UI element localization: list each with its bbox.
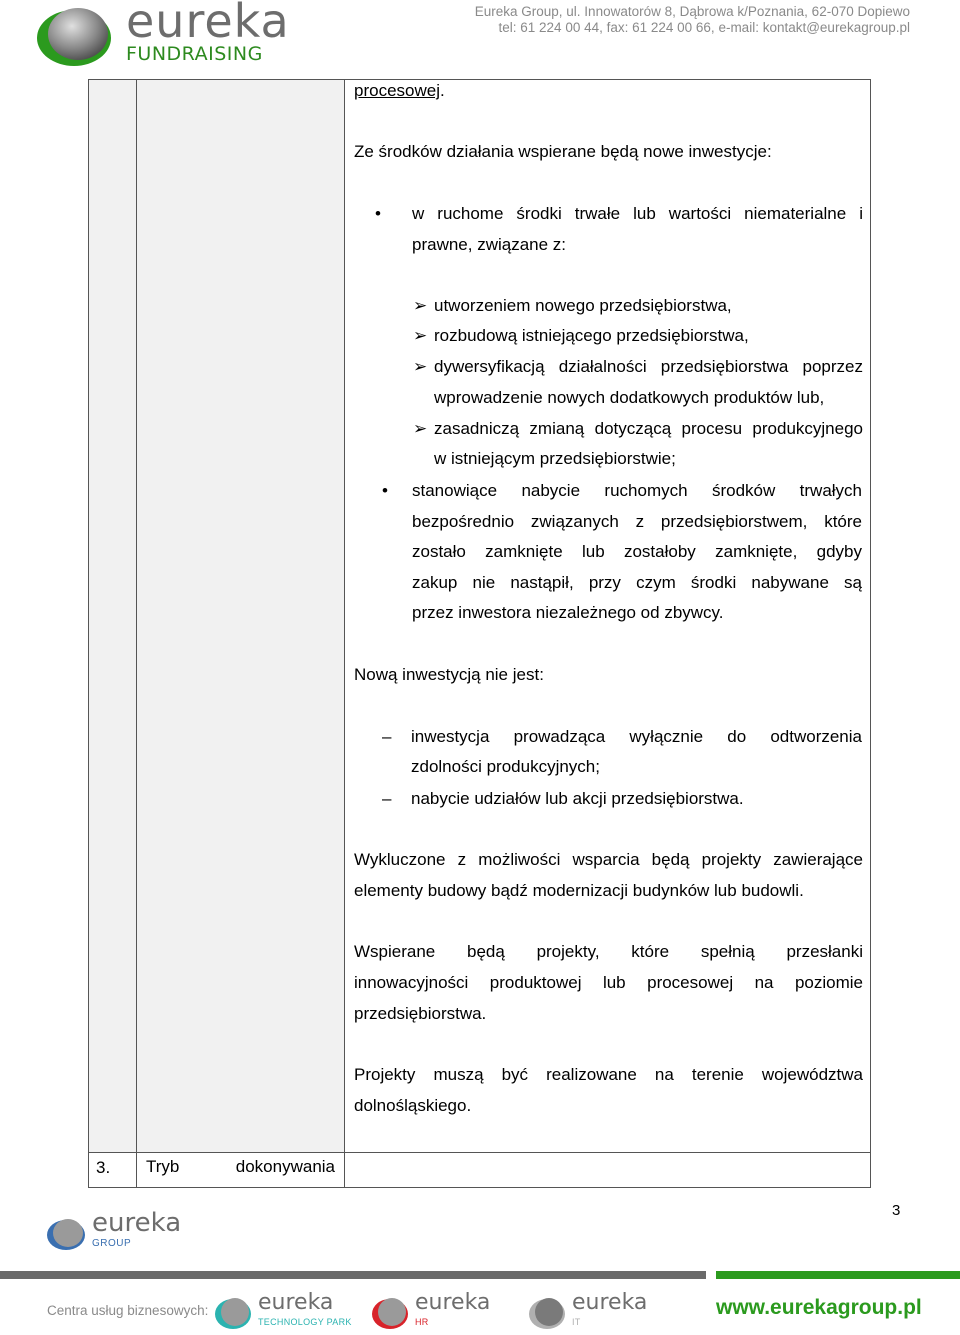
footer-bar-green <box>716 1271 960 1279</box>
paragraph-excluded-line-2: elementy budowy bądź modernizacji budynków lub budowli. <box>354 881 804 900</box>
arrow-item-4-line-2: w istniejącym przedsiębiorstwie; <box>434 449 676 468</box>
brand-wordmark: eureka <box>415 1290 491 1315</box>
bullet-2-line-5: przez inwestora niezależnego od zbywcy. <box>412 603 724 622</box>
paragraph-supported-line-3: przedsiębiorstwa. <box>354 1004 487 1023</box>
bullet-2-line-4: zakup nie nastąpił, przy czym środki nabywane są <box>412 573 862 592</box>
bullet-1-line-2: prawne, związane z: <box>412 235 567 254</box>
technology-park-sphere-icon <box>214 1296 252 1330</box>
footer-centra-label: Centra usług biznesowych: <box>47 1303 209 1318</box>
eureka-sphere-icon <box>34 4 112 68</box>
brand-hr-logo <box>371 1290 521 1332</box>
group-wordmark: eureka <box>92 1208 182 1238</box>
bullet-marker: • <box>382 481 388 500</box>
table-column-divider <box>344 79 345 1188</box>
dash-item-1-line-2: zdolności produkcyjnych; <box>411 757 600 776</box>
bullet-1-line-1: w ruchome środki trwałe lub wartości niematerialne i <box>412 204 863 223</box>
paragraph-not-investment: Nową inwestycją nie jest: <box>354 665 544 684</box>
group-logo <box>46 1208 196 1254</box>
brand-wordmark: eureka <box>258 1290 334 1315</box>
dash-item-1-line-1: inwestycja prowadząca wyłącznie do odtworzenia <box>411 727 862 746</box>
website-link[interactable]: www.eurekagroup.pl <box>716 1296 922 1319</box>
arrow-marker: ➢ <box>413 357 428 376</box>
brand-subtitle: IT <box>572 1317 581 1327</box>
brand-subtitle: TECHNOLOGY PARK <box>258 1317 352 1327</box>
arrow-item-3-line-2: wprowadzenie nowych dodatkowych produktów lub, <box>434 388 825 407</box>
arrow-marker: ➢ <box>413 296 428 315</box>
table-column-divider <box>136 79 137 1188</box>
paragraph-excluded-line-1: Wykluczone z możliwości wsparcia będą projekty zawierające <box>354 850 863 869</box>
page-number: 3 <box>892 1202 901 1219</box>
arrow-marker: ➢ <box>413 419 428 438</box>
eureka-group-sphere-icon <box>46 1216 86 1252</box>
paragraph-intro: Ze środków działania wspierane będą nowe inwestycje: <box>354 142 772 161</box>
bullet-marker: • <box>375 204 381 223</box>
dash-marker: – <box>382 789 392 808</box>
arrow-marker: ➢ <box>413 326 428 345</box>
arrow-item-3-line-1: dywersyfikacją działalności przedsiębiorstwa poprzez <box>434 357 863 376</box>
row-label: Tryb dokonywania <box>146 1157 335 1176</box>
paragraph-region-line-1: Projekty muszą być realizowane na terenie województwa <box>354 1065 863 1084</box>
contact-address: Eureka Group, ul. Innowatorów 8, Dąbrowa k/Poznania, 62-070 Dopiewo <box>474 4 910 19</box>
paragraph-region-line-2: dolnośląskiego. <box>354 1096 472 1115</box>
paragraph-supported-line-2: innowacyjności produktowej lub procesowej na poziomie <box>354 973 863 992</box>
bullet-2-line-3: zostało zamknięte lub zostałoby zamknięte, gdyby <box>412 542 862 561</box>
hr-sphere-icon <box>371 1296 409 1330</box>
bullet-2-line-1: stanowiące nabycie ruchomych środków trwałych <box>412 481 862 500</box>
brand-wordmark: eureka <box>572 1290 648 1315</box>
group-subtitle: GROUP <box>92 1238 132 1249</box>
contact-phone-email: tel: 61 224 00 44, fax: 61 224 00 66, e-mail: kontakt@eurekagroup.pl <box>498 20 910 35</box>
footer-bar-gray <box>0 1271 706 1279</box>
logo-wordmark: eureka <box>126 0 290 48</box>
arrow-item-2: rozbudową istniejącego przedsiębiorstwa, <box>434 326 749 345</box>
brand-it-logo <box>528 1290 678 1332</box>
dash-marker: – <box>382 727 392 746</box>
row-number: 3. <box>96 1158 111 1177</box>
logo-subtitle: FUNDRAISING <box>126 43 263 65</box>
it-sphere-icon <box>528 1296 566 1330</box>
brand-technology-park-logo <box>214 1290 364 1332</box>
paragraph-supported-line-1: Wspierane będą projekty, które spełnią przesłanki <box>354 942 863 961</box>
header-contact <box>475 4 910 36</box>
arrow-item-1: utworzeniem nowego przedsiębiorstwa, <box>434 296 732 315</box>
paragraph-procesowej: procesowej. <box>354 81 445 100</box>
dash-item-2: nabycie udziałów lub akcji przedsiębiorstwa. <box>411 789 744 808</box>
brand-subtitle: HR <box>415 1317 429 1327</box>
header-logo <box>34 2 334 72</box>
bullet-2-line-2: bezpośrednio związanych z przedsiębiorstwem, które <box>412 512 862 531</box>
arrow-item-4-line-1: zasadniczą zmianą dotyczącą procesu produkcyjnego <box>434 419 863 438</box>
